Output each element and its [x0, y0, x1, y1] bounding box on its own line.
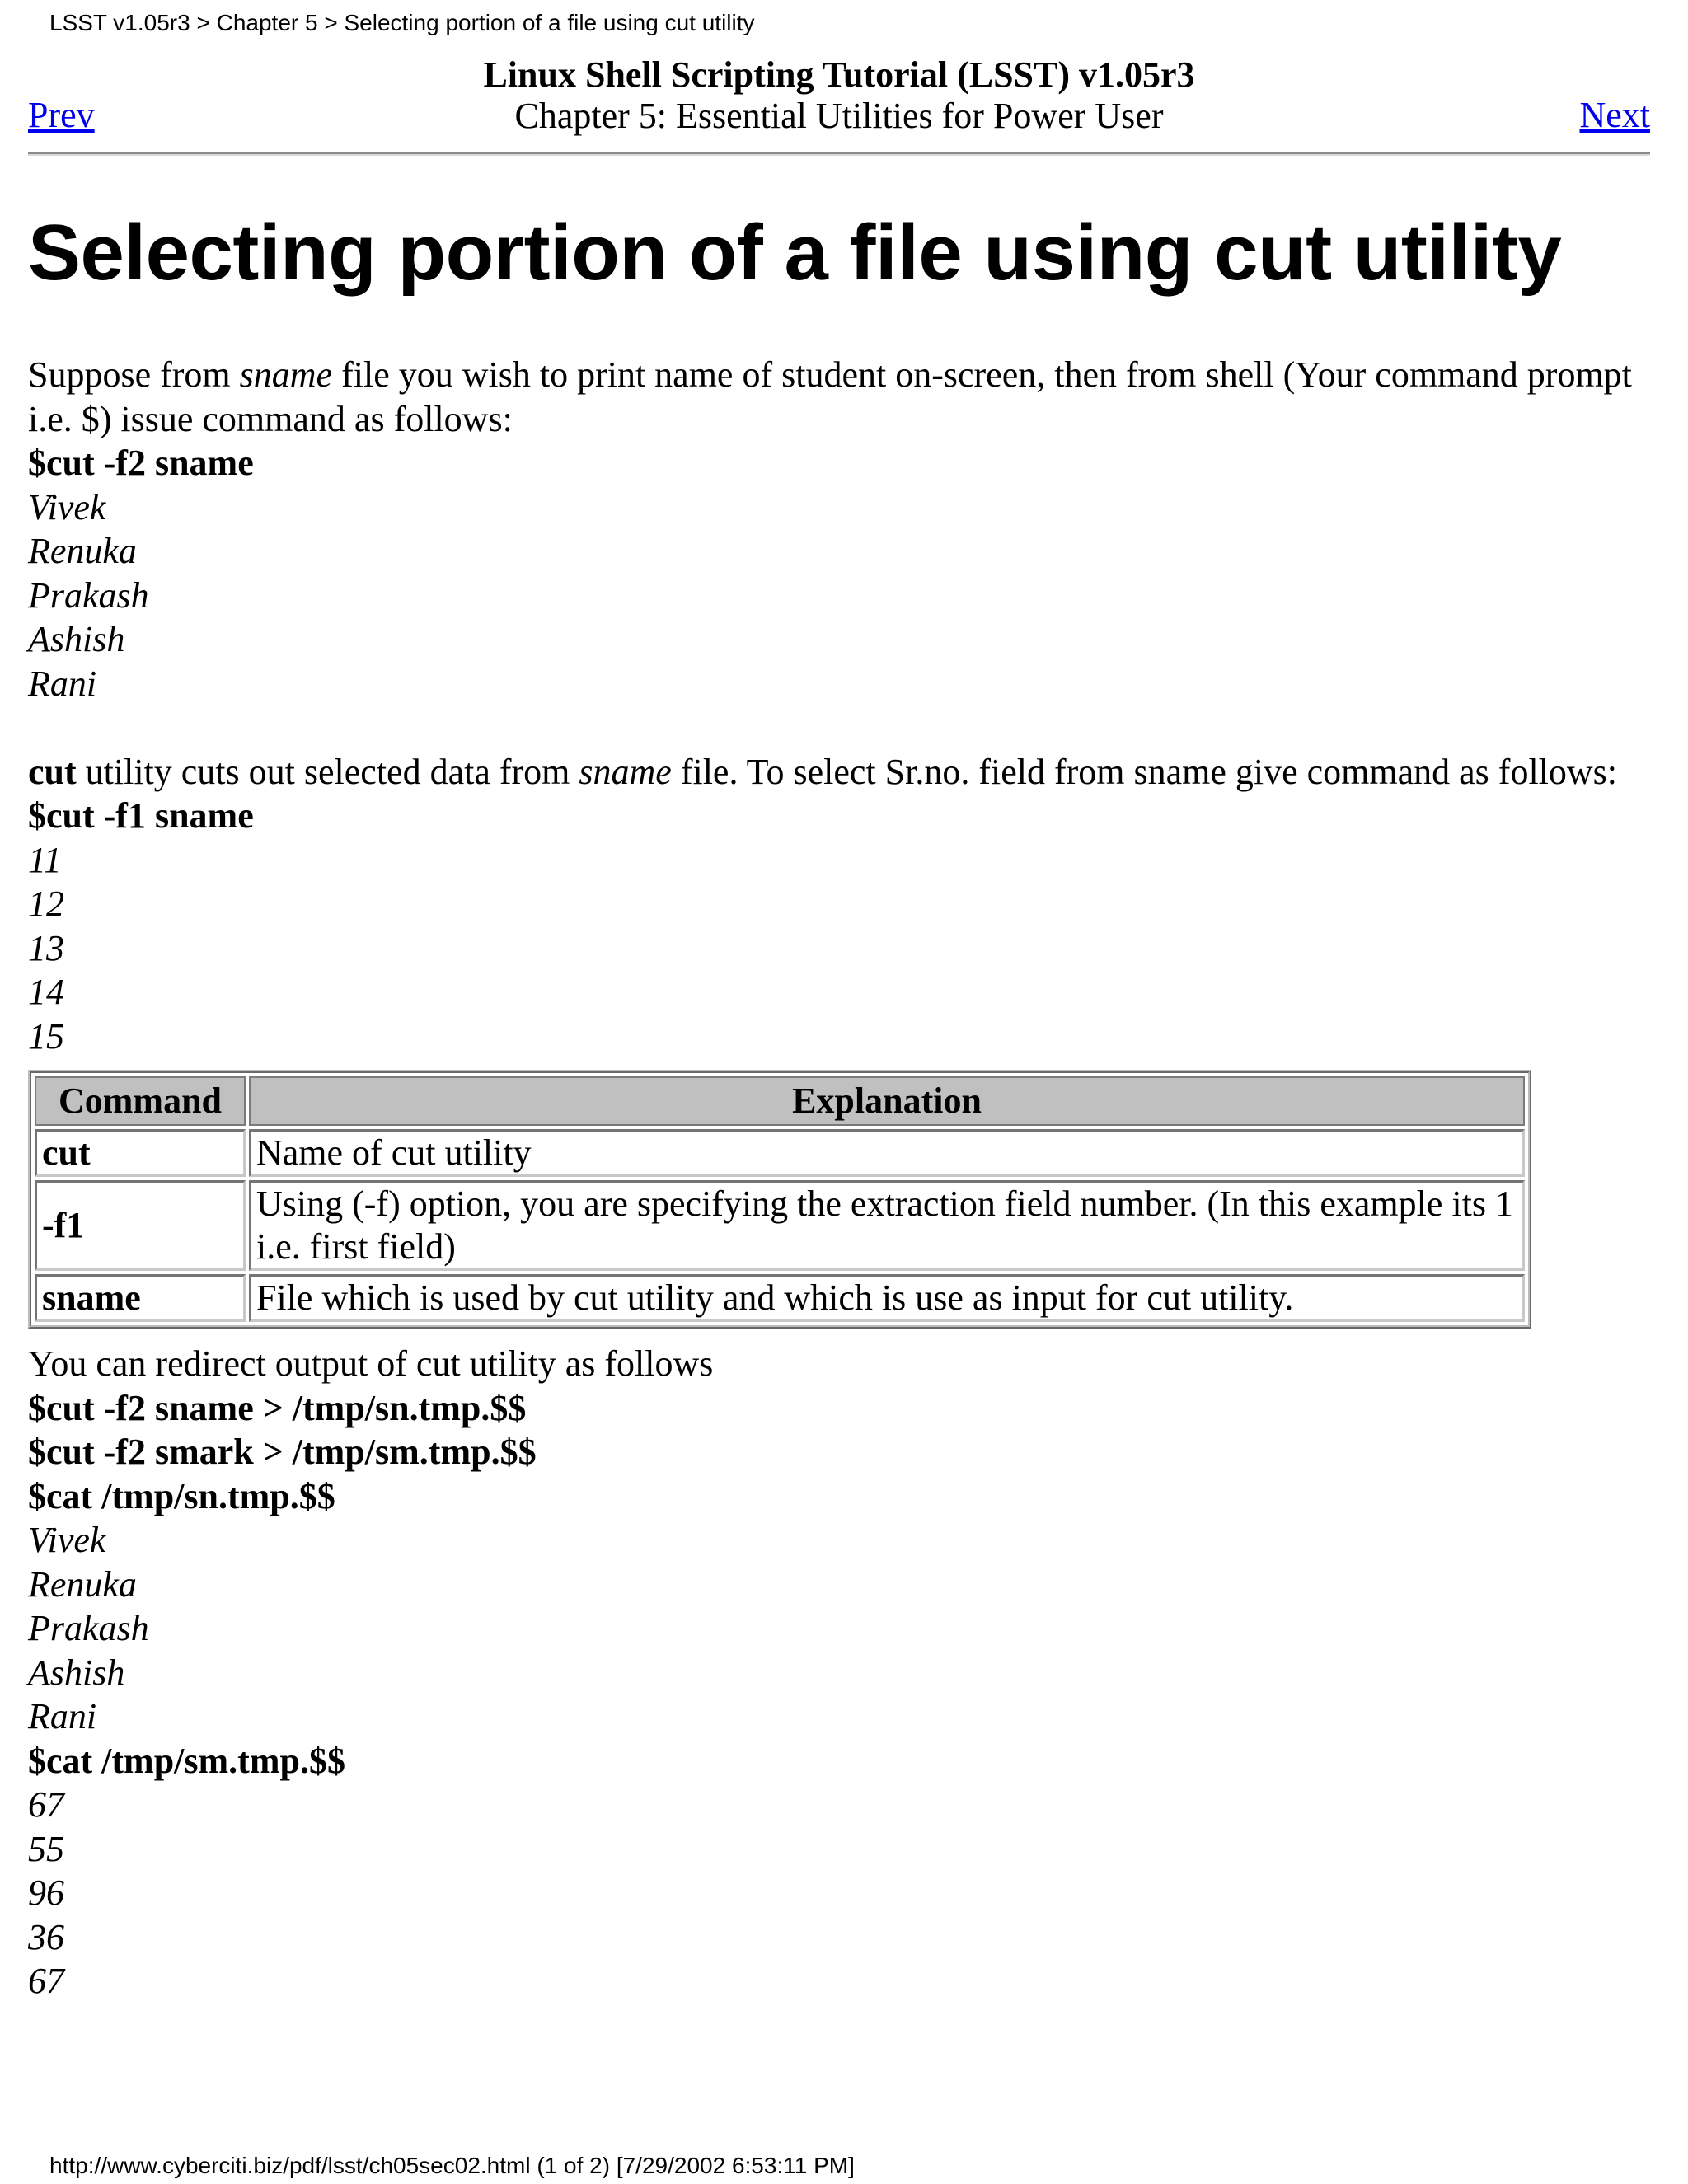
command-line: $cut -f2 sname: [28, 443, 254, 483]
redirect-paragraph: You can redirect output of cut utility as follows: [28, 1343, 714, 1384]
table-cell-explanation: File which is used by cut utility and which is use as input for cut utility.: [249, 1274, 1525, 1322]
output-line: 67: [28, 1961, 64, 2001]
output-line: 67: [28, 1784, 64, 1825]
command-line: $cat /tmp/sn.tmp.$$: [28, 1475, 335, 1516]
page-title: Selecting portion of a file using cut utility: [28, 209, 1562, 297]
cut-text-2: file. To select Sr.no. field from sname give command as follows:: [671, 751, 1618, 792]
command-line: $cat /tmp/sm.tmp.$$: [28, 1740, 345, 1781]
book-title: Linux Shell Scripting Tutorial (LSST) v1.05r3: [483, 54, 1195, 95]
output-line: Renuka: [28, 1563, 137, 1605]
navigation-header: [28, 51, 1650, 142]
table-row: [35, 1129, 1525, 1177]
chapter-title: Chapter 5: Essential Utilities for Power User: [514, 96, 1164, 136]
output-line: Vivek: [28, 486, 106, 527]
cut-description-paragraph: [28, 750, 1650, 794]
table-cell-explanation: Name of cut utility: [249, 1129, 1525, 1177]
table-cell-command: sname: [35, 1274, 246, 1322]
next-link[interactable]: Next: [1579, 95, 1650, 135]
output-line: 14: [28, 972, 64, 1012]
table-row: [35, 1180, 1525, 1271]
table-header-row: [35, 1076, 1525, 1126]
table-cell-explanation: Using (-f) option, you are specifying the extraction field number. (In this example its 1 i.e. first field): [249, 1180, 1525, 1271]
output-line: Prakash: [28, 1608, 149, 1648]
output-line: 12: [28, 883, 64, 924]
output-line: Prakash: [28, 574, 149, 616]
explanation-table: [28, 1070, 1531, 1329]
intro-filename: sname: [239, 354, 333, 395]
paragraph-gap: [28, 705, 1650, 750]
output-line: Rani: [28, 663, 97, 704]
breadcrumb: LSST v1.05r3 > Chapter 5 > Selecting portion of a file using cut utility: [49, 10, 755, 35]
table-header-explanation: Explanation: [249, 1076, 1525, 1126]
prev-link[interactable]: Prev: [28, 95, 95, 135]
table-cell-command: cut: [35, 1129, 246, 1177]
command-line: $cut -f1 sname: [28, 795, 254, 836]
intro-paragraph: [28, 353, 1650, 441]
output-line: 15: [28, 1015, 64, 1057]
output-line: Ashish: [28, 619, 125, 659]
command-line: $cut -f2 smark > /tmp/sm.tmp.$$: [28, 1432, 537, 1472]
output-line: 36: [28, 1916, 64, 1957]
output-line: 55: [28, 1828, 64, 1869]
cut-keyword: cut: [28, 751, 77, 792]
output-line: 13: [28, 927, 64, 968]
output-line: Vivek: [28, 1520, 106, 1560]
table-row: [35, 1274, 1525, 1322]
page-footer-url: http://www.cyberciti.biz/pdf/lsst/ch05sec02.html (1 of 2) [7/29/2002 6:53:11 PM]: [49, 2153, 855, 2178]
table-cell-command: -f1: [35, 1180, 246, 1271]
main-content: [28, 353, 1650, 2004]
intro-text-2: file you wish to print name of student on-screen, then from shell (Your command prompt i.e. $) issue command as follows:: [28, 354, 1632, 439]
table-header-command: Command: [35, 1076, 246, 1126]
output-line: Ashish: [28, 1652, 125, 1693]
cut-text-1: utility cuts out selected data from: [76, 751, 579, 792]
intro-text-1: Suppose from: [28, 354, 240, 395]
output-line: Renuka: [28, 531, 137, 571]
output-line: 96: [28, 1872, 64, 1913]
output-line: Rani: [28, 1696, 97, 1736]
output-line: 11: [28, 839, 62, 880]
cut-filename: sname: [579, 751, 672, 792]
command-line: $cut -f2 sname > /tmp/sn.tmp.$$: [28, 1387, 527, 1428]
header-divider: [28, 152, 1650, 156]
